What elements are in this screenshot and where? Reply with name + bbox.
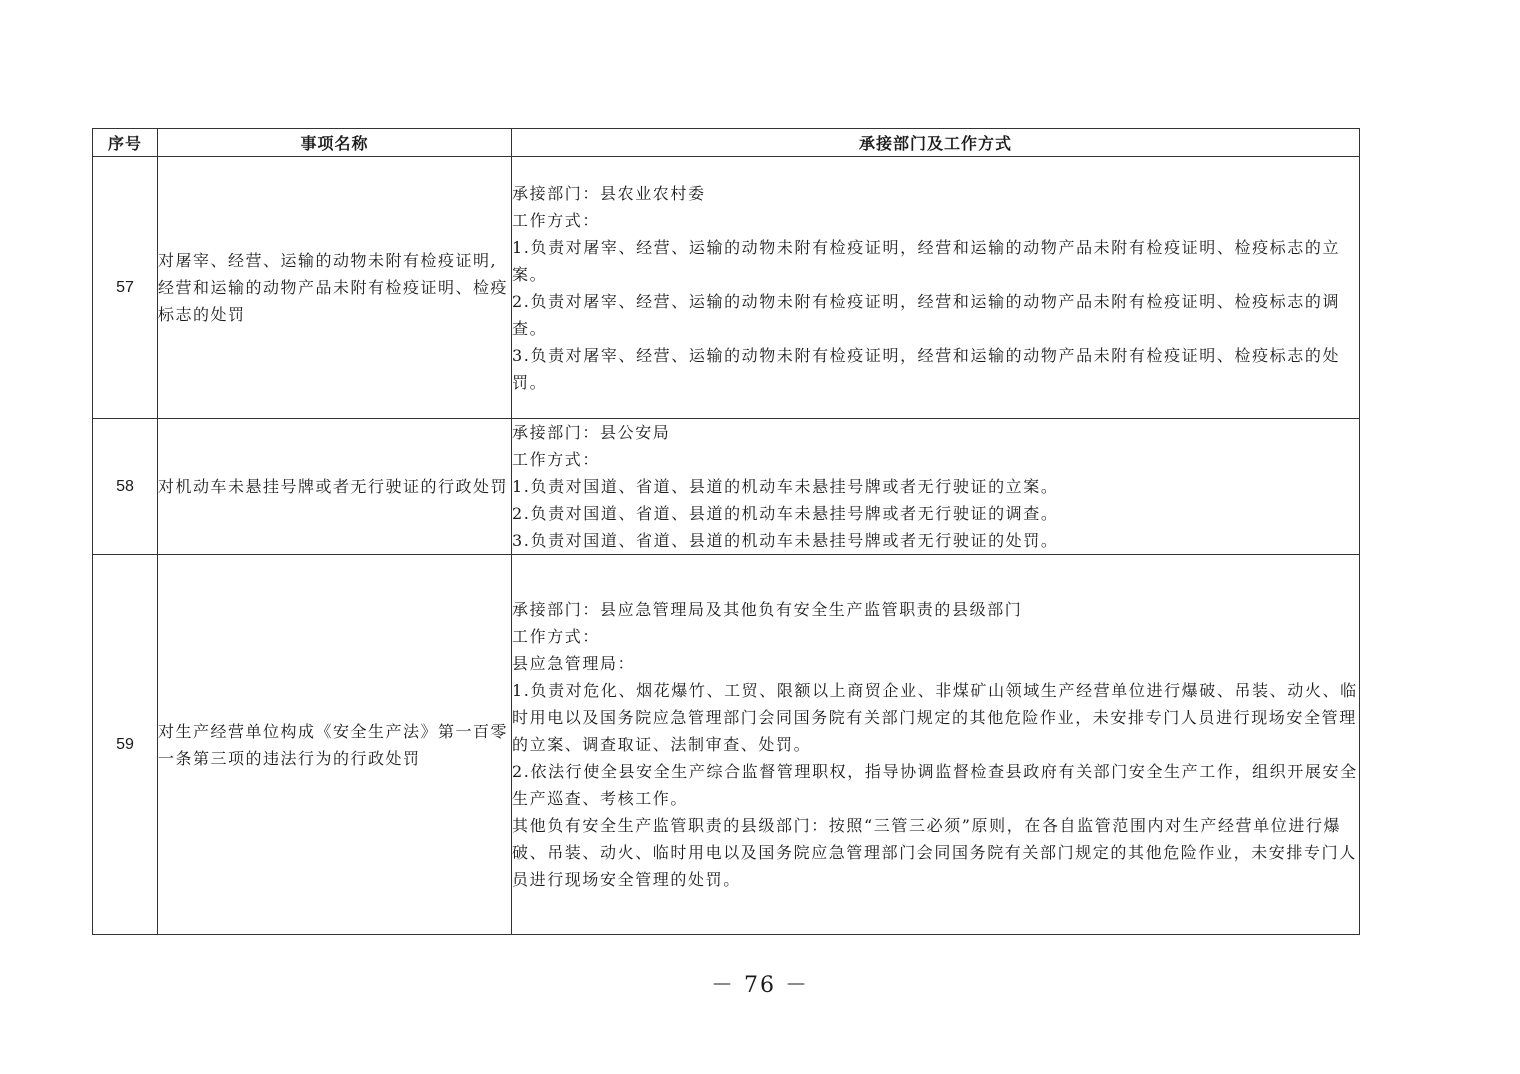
header-num: 序号 — [93, 129, 158, 157]
content-line: 承接部门：县农业农村委 — [512, 183, 706, 203]
row-content — [512, 157, 1360, 419]
content-line: 2.负责对屠宰、经营、运输的动物未附有检疫证明，经营和运输的动物产品未附有检疫证明、检疫标志的调查。 — [512, 291, 1341, 338]
header-dept: 承接部门及工作方式 — [512, 129, 1360, 157]
row-content — [512, 555, 1360, 935]
matters-table — [92, 128, 1360, 935]
row-num: 59 — [93, 555, 158, 935]
row-num: 58 — [93, 419, 158, 555]
content-line: 1.负责对屠宰、经营、运输的动物未附有检疫证明，经营和运输的动物产品未附有检疫证明、检疫标志的立案。 — [512, 237, 1341, 284]
row-name: 对屠宰、经营、运输的动物未附有检疫证明,经营和运输的动物产品未附有检疫证明、检疫标志的处罚 — [158, 157, 512, 419]
content-line: 工作方式： — [512, 210, 601, 230]
content-line: 2.负责对国道、省道、县道的机动车未悬挂号牌或者无行驶证的调查。 — [512, 504, 1059, 523]
content-line: 工作方式： — [512, 627, 601, 646]
content-line: 2.依法行使全县安全生产综合监督管理职权，指导协调监督检查县政府有关部门安全生产工作，组织开展安全生产巡查、考核工作。 — [512, 762, 1358, 808]
table-row — [93, 555, 1360, 935]
content-line: 3.负责对国道、省道、县道的机动车未悬挂号牌或者无行驶证的处罚。 — [512, 531, 1059, 550]
content-line: 1.负责对危化、烟花爆竹、工贸、限额以上商贸企业、非煤矿山领域生产经营单位进行爆破、吊装、动火、临时用电以及国务院应急管理部门会同国务院有关部门规定的其他危险作业，未安排专门人员进行现场安全管理的立案、调查取证、法制审查、处罚。 — [512, 681, 1358, 754]
content-line: 县应急管理局： — [512, 654, 636, 673]
table-row — [93, 157, 1360, 419]
table-row — [93, 419, 1360, 555]
row-name: 对生产经营单位构成《安全生产法》第一百零一条第三项的违法行为的行政处罚 — [158, 555, 512, 935]
row-content — [512, 419, 1360, 555]
content-line: 其他负有安全生产监管职责的县级部门：按照“三管三必须”原则，在各自监管范围内对生产经营单位进行爆破、吊装、动火、临时用电以及国务院应急管理部门会同国务院有关部门规定的其他危险作业，未安排专门人员进行现场安全管理的处罚。 — [512, 816, 1357, 889]
content-line: 工作方式： — [512, 450, 601, 469]
page-number: － 76 － — [711, 973, 809, 998]
table-header-row — [93, 129, 1360, 157]
content-line: 1.负责对国道、省道、县道的机动车未悬挂号牌或者无行驶证的立案。 — [512, 477, 1059, 496]
content-line: 承接部门：县公安局 — [512, 423, 671, 442]
row-name: 对机动车未悬挂号牌或者无行驶证的行政处罚 — [158, 419, 512, 555]
content-line: 承接部门：县应急管理局及其他负有安全生产监管职责的县级部门 — [512, 600, 1023, 619]
content-line: 3.负责对屠宰、经营、运输的动物未附有检疫证明，经营和运输的动物产品未附有检疫证明、检疫标志的处罚。 — [512, 345, 1341, 392]
header-name: 事项名称 — [158, 129, 512, 157]
row-num: 57 — [93, 157, 158, 419]
